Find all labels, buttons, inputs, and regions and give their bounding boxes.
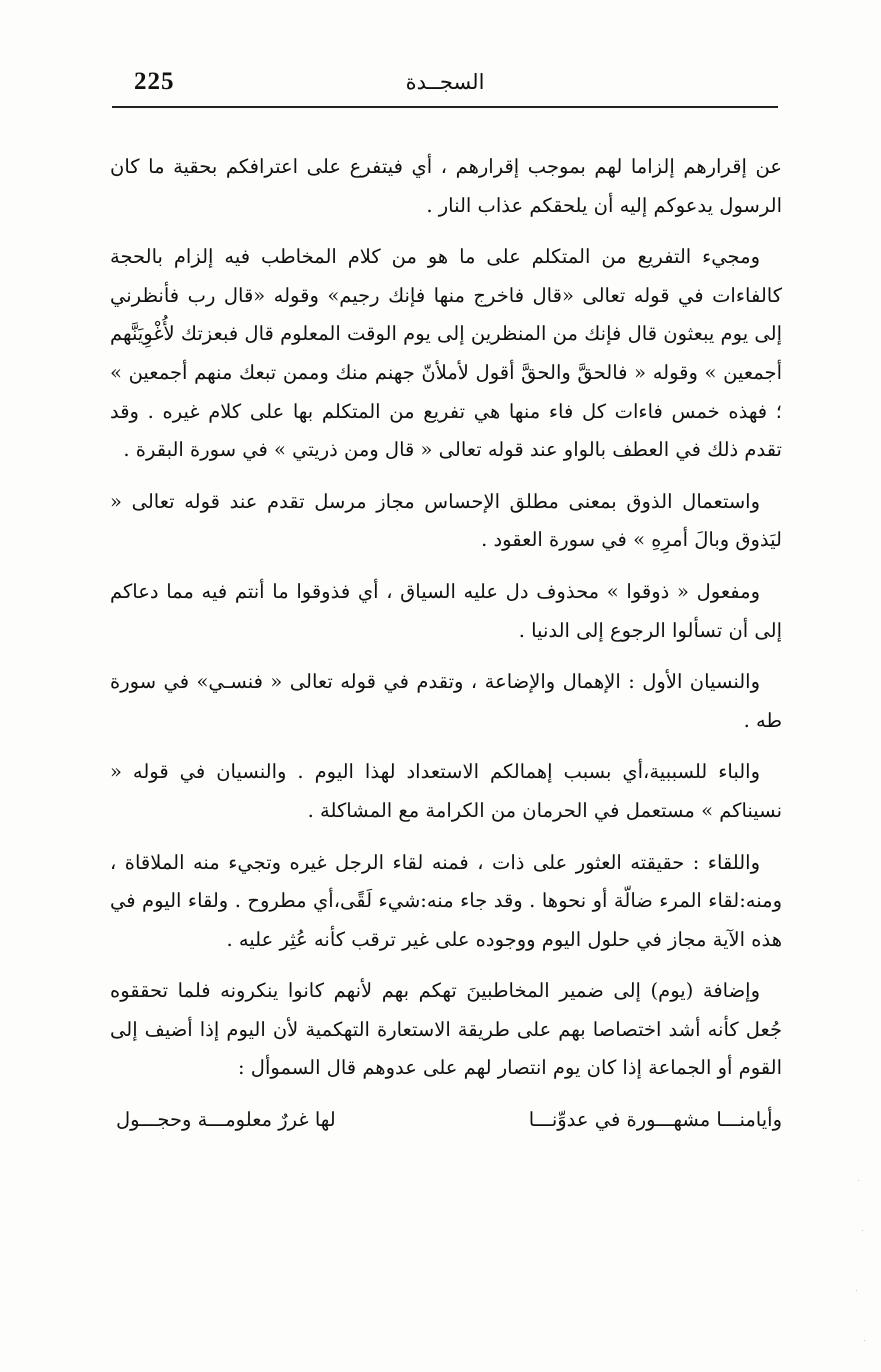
paragraph-4: ومفعول « ذوقوا » محذوف دل عليه السياق ، أي فذوقوا ما أنتم فيه مما دعاكم إلى أن تسألوا الرجوع إلى الدنيا . <box>110 579 782 642</box>
page-header <box>112 62 778 106</box>
verse-second-hemistich: لها غررٌ معلومـــة وحجـــول <box>116 1108 336 1132</box>
running-title: السجــدة <box>405 70 485 94</box>
scan-speckle <box>864 1340 865 1341</box>
page-body <box>110 148 782 1139</box>
page-number: 225 <box>134 68 175 95</box>
paragraph-2: ومجيء التفريع من المتكلم على ما هو من كلام المخاطب فيه إلزام بالحجة كالفاءات في قوله تعالى «قال فاخرج منها فإنك رجيم» وقوله «قال رب فأنظرني إلى يوم يبعثون قال فإنك من المنظرين إلى يوم الوقت المعلوم قال فبعزتك لأُغْوِيَنَّهم أجمعين » وقوله « فالحقَّ والحقَّ أقول لأملأنّ جهنم منك وممن تبعك منهم أجمعين » ؛ فهذه خمس فاءات كل فاء منها هي تفريع من المتكلم بها على كلام غيره . وقد تقدم ذلك في العطف بالواو عند قوله تعالى « قال ومن ذريتي » في سورة البقرة . <box>110 245 782 462</box>
paragraph-6: والباء للسببية،أي بسبب إهمالكم الاستعداد لهذا اليوم . والنسيان في قوله « نسيناكم » مستعمل في الحرمان من الكرامة مع المشاكلة . <box>110 760 782 822</box>
poetry-verse <box>110 1101 782 1139</box>
verse-first-hemistich: وأيامنـــا مشهـــورة في عدوِّنـــا <box>528 1108 782 1132</box>
paragraph-5: والنسيان الأول : الإهمال والإضاعة ، وتقدم في قوله تعالى « فنسـي» في سورة طه . <box>110 670 782 732</box>
paragraph-8: وإضافة (يوم) إلى ضمير المخاطبينَ تهكم بهم لأنهم كانوا ينكرونه فلما تحققوه جُعل كأنه أشد اختصاصا بهم على طريقة الاستعارة التهكمية لأن اليوم إذا أضيف إلى القوم أو الجماعة إذا كان يوم انتصار لهم على عدوهم قال السموأل : <box>110 979 782 1080</box>
header-divider <box>112 106 778 108</box>
paragraph-7: واللقاء : حقيقته العثور على ذات ، فمنه لقاء الرجل غيره وتجيء منه الملاقاة ، ومنه:لقاء المرء ضالّة أو نحوها . وقد جاء منه:شيء لَقًى،أي مطروح . ولقاء اليوم في هذه الآية مجاز في حلول اليوم ووجوده على غير ترقب كأنه عُثِر عليه . <box>110 850 782 951</box>
scan-speckle <box>856 1290 857 1291</box>
paragraph-3: واستعمال الذوق بمعنى مطلق الإحساس مجاز مرسل تقدم عند قوله تعالى « ليَذوق وبالَ أمرِهِ » في سورة العقود . <box>110 489 782 552</box>
scan-speckle <box>858 1180 859 1181</box>
scan-speckle <box>862 1230 863 1231</box>
paragraph-1: عن إقرارهم إلزاما لهم بموجب إقرارهم ، أي فيتفرع على اعترافكم بحقية ما كان الرسول يدعوكم إليه أن يلحقكم عذاب النار . <box>110 155 782 217</box>
